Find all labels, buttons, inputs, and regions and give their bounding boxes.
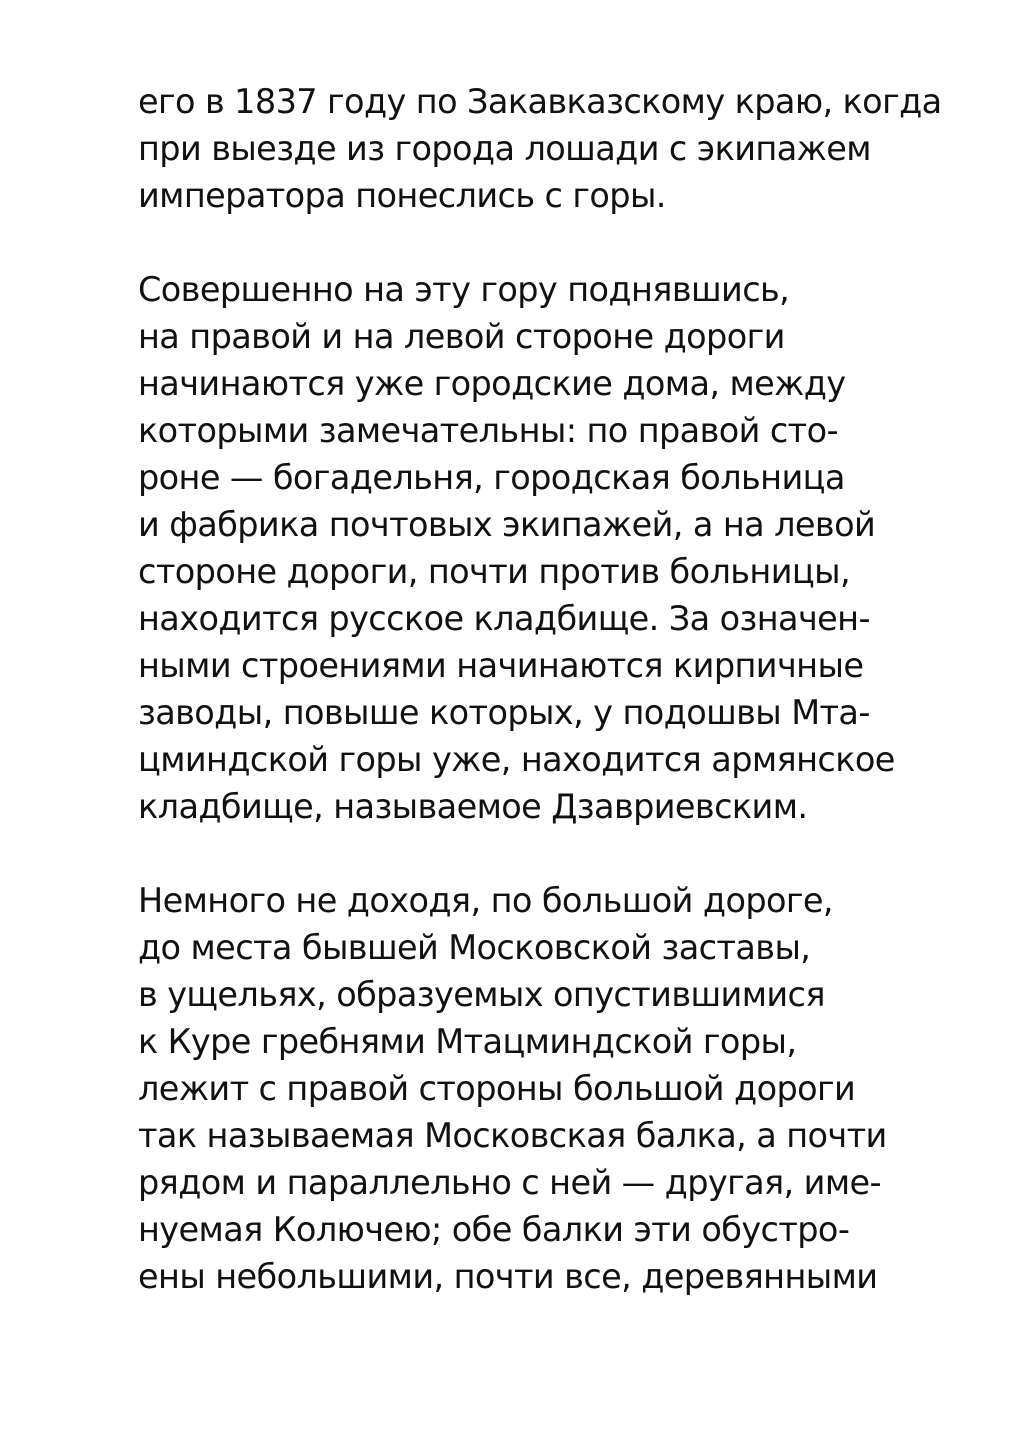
text-line: которыми замечательны: по правой сто-	[138, 411, 838, 450]
text-line: его в 1837 году по Закавказскому краю, когда	[138, 82, 942, 121]
text-line: Совершенно на эту гору поднявшись,	[138, 270, 790, 309]
text-line: так называемая Московская балка, а почти	[138, 1116, 887, 1155]
body-text	[138, 78, 1018, 1300]
text-line: начинаются уже городские дома, между	[138, 364, 846, 403]
text-line: на правой и на левой стороне дороги	[138, 317, 785, 356]
text-line: стороне дороги, почти против больницы,	[138, 552, 850, 591]
text-line: при выезде из города лошади с экипажем	[138, 129, 871, 168]
paragraph-1	[138, 78, 1018, 219]
text-line: роне — богадельня, городская больница	[138, 458, 845, 497]
text-line: ными строениями начинаются кирпичные	[138, 646, 864, 685]
text-line: кладбище, называемое Дзавриевским.	[138, 787, 808, 826]
text-line: в ущельях, образуемых опустившимися	[138, 975, 825, 1014]
paragraph-3	[138, 877, 1018, 1300]
text-line: ены небольшими, почти все, деревянными	[138, 1257, 878, 1296]
text-line: Немного не доходя, по большой дороге,	[138, 881, 833, 920]
text-line: заводы, повыше которых, у подошвы Мта-	[138, 693, 870, 732]
text-line: находится русское кладбище. За означен-	[138, 599, 870, 638]
text-line: к Куре гребнями Мтацминдской горы,	[138, 1022, 797, 1061]
text-line: до места бывшей Московской заставы,	[138, 928, 811, 967]
text-line: императора понеслись с горы.	[138, 176, 666, 215]
text-line: лежит с правой стороны большой дороги	[138, 1069, 856, 1108]
text-line: цминдской горы уже, находится армянское	[138, 740, 895, 779]
text-line: и фабрика почтовых экипажей, а на левой	[138, 505, 876, 544]
text-line: рядом и параллельно с ней — другая, име-	[138, 1163, 881, 1202]
paragraph-2	[138, 266, 1018, 830]
text-line: нуемая Колючею; обе балки эти обустро-	[138, 1210, 850, 1249]
